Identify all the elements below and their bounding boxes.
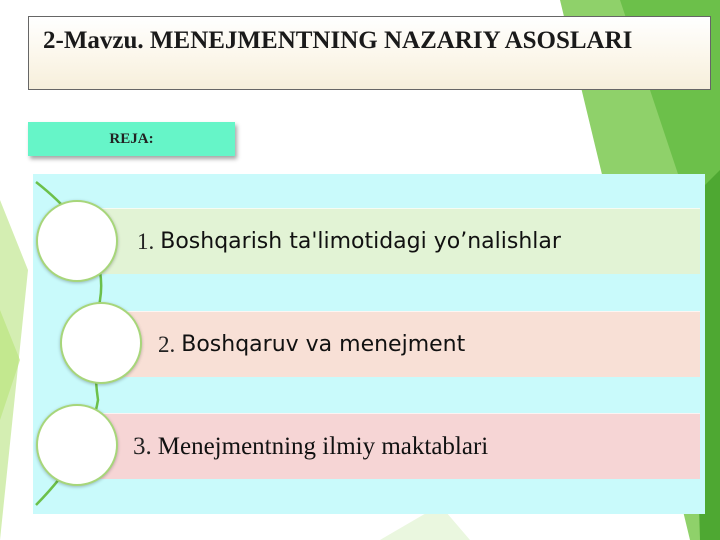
list-item-text: Boshqarish ta'limotidagi yo’nalishlar (160, 229, 561, 254)
bullet-circle-2 (60, 302, 142, 384)
list-item-number: 1. (137, 228, 155, 254)
list-item-2 (124, 311, 700, 377)
slide-title: 2-Mavzu. MENEJMENTNING NAZARIY ASOSLARI (43, 27, 633, 54)
bullet-circle-3 (36, 404, 118, 486)
list-item-1 (100, 208, 700, 274)
list-item-number: 3. (133, 432, 152, 460)
list-item-number: 2. (158, 331, 176, 357)
bullet-circle-1 (36, 200, 118, 282)
list-item-text: Boshqaruv va menejment (181, 332, 466, 357)
list-item-3 (100, 413, 700, 479)
reja-label: REJA: (109, 130, 154, 147)
list-item-text: Menejmentning ilmiy maktablari (157, 432, 489, 460)
